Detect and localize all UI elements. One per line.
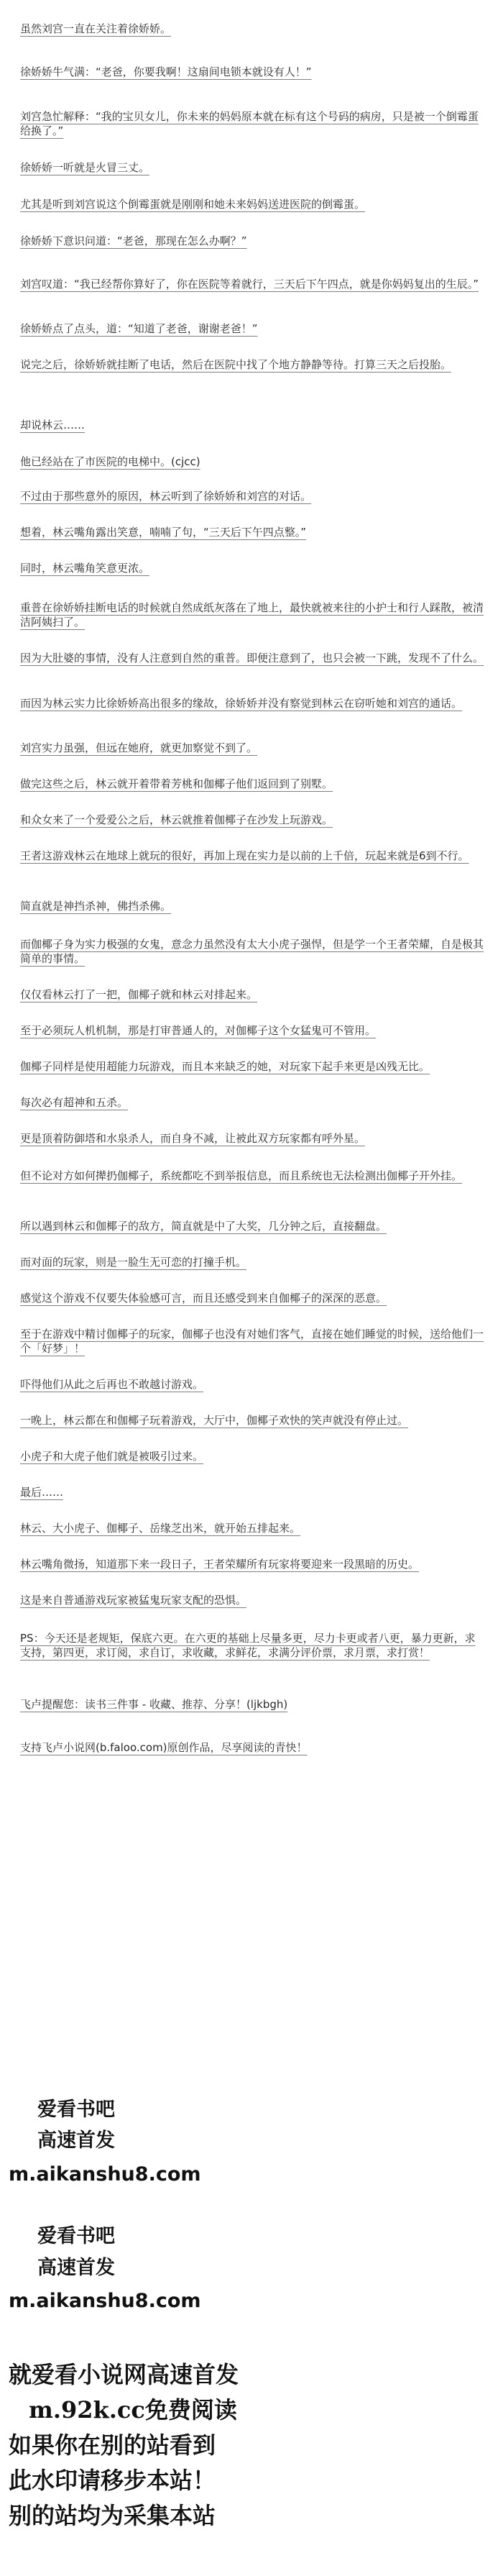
paragraph: 但不论对方如何撵扔伽椰子，系统都吃不到举报信息，而且系统也无法检测出伽椰子开外挂。 [20, 1169, 463, 1182]
paragraph: 所以遇到林云和伽椰子的敌方，简直就是中了大奖，几分钟之后，直接翻盘。 [20, 1220, 387, 1233]
paragraph: 虽然刘宫一直在关注着徐娇娇。 [20, 22, 172, 35]
paragraph: 伽椰子同样是使用超能力玩游戏，而且本来缺乏的她，对玩家下起手来更是凶残无比。 [20, 1060, 430, 1073]
paragraph: 而对面的玩家，则是一脸生无可恋的打撞手机。 [20, 1256, 247, 1269]
paragraph: PS：今天还是老规矩，保底六更。在六更的基础上尽量多更，尽力卡更或者八更，暴力更新，求支持，第四更，求订阅，求自订，求收藏，求鲜花，求满分评价票，求月票，求打赏！ [20, 1632, 476, 1659]
watermark-notice-line: 就爱看小说网高速首发 [9, 2361, 239, 2388]
paragraph: 徐娇娇下意识问道：“老爸，那现在怎么办啊？” [20, 234, 247, 247]
paragraph: 徐娇娇牛气满：“老爸，你要我啊！这扇间电锁本就设有人！” [20, 65, 312, 78]
paragraph: 王者这游戏林云在地球上就玩的很好，再加上现在实力是以前的上千倍，玩起来就是6到不行。 [20, 849, 469, 862]
paragraph: 吓得他们从此之后再也不敢越讨游戏。 [20, 1378, 204, 1391]
watermark-url: m.aikanshu8.com [9, 2163, 201, 2186]
paragraph: 至于在游戏中精讨伽椰子的玩家，伽椰子也没有对她们客气，直接在她们睡觉的时候，送给他们一个「好梦」！ [20, 1328, 484, 1355]
watermark-subtitle: 高速首发 [37, 2257, 115, 2279]
paragraph: 支持飞卢小说网(b.faloo.com)原创作品，尽享阅读的青快！ [20, 1741, 308, 1754]
paragraph: 飞卢提醒您：读书三件事 - 收藏、推荐、分享！(ljkbgh) [20, 1698, 288, 1711]
paragraph: 而因为林云实力比徐娇娇高出很多的缘故，徐娇娇并没有察觉到林云在窃听她和刘宫的通话。 [20, 697, 463, 710]
paragraph: 林云嘴角微扬，知道那下来一段日子，王者荣耀所有玩家将要迎来一段黑暗的历史。 [20, 1558, 420, 1571]
paragraph: 至于必须玩人机机制，那是打审普通人的，对伽椰子这个女猛鬼可不管用。 [20, 1024, 377, 1037]
watermark-notice-line: 如果你在别的站看到 [9, 2431, 216, 2459]
paragraph: 刘宫叹道：“我已经帮你算好了，你在医院等着就行，三天后下午四点，就是你妈妈复出的生辰。” [20, 278, 479, 291]
watermark-title: 爱看书吧 [37, 2098, 115, 2121]
paragraph: 最后…… [20, 1486, 64, 1499]
watermark-url: m.aikanshu8.com [9, 2290, 201, 2312]
paragraph: 因为大肚婆的事情，没有人注意到自然的重普。即便注意到了，也只会被一下跳，发现不了什么。 [20, 652, 484, 664]
paragraph: 说完之后，徐娇娇就挂断了电话，然后在医院中找了个地方静静等待。打算三天之后投胎。 [20, 358, 452, 371]
paragraph: 刘宫实力虽强，但远在她府，就更加察觉不到了。 [20, 741, 258, 754]
paragraph: 不过由于那些意外的原因，林云听到了徐娇娇和刘宫的对话。 [20, 490, 312, 503]
paragraph: 而伽椰子身为实力极强的女鬼，意念力虽然没有太大小虎子强悍，但是学一个王者荣耀，自是极其简单的事情。 [20, 938, 484, 965]
paragraph: 重普在徐娇娇挂断电话的时候就自然成纸灰落在了地上，最快就被来往的小护士和行人踩散，被清洁阿姨扫了。 [20, 601, 484, 629]
paragraph: 一晚上，林云都在和伽椰子玩着游戏，大厅中，伽椰子欢快的笑声就没有停止过。 [20, 1414, 409, 1427]
paragraph: 同时，林云嘴角笑意更浓。 [20, 562, 150, 575]
paragraph: 刘宫急忙解释：“我的宝贝女儿，你未来的妈妈原本就在标有这个号码的病房，只是被一个倒霉蛋给换了。” [20, 110, 479, 137]
paragraph: 这是来自普通游戏玩家被猛鬼玩家支配的恐惧。 [20, 1594, 247, 1607]
paragraph: 林云、大小虎子、伽椰子、岳缘芝出米，就开始五排起来。 [20, 1522, 301, 1535]
paragraph: 感觉这个游戏不仅要失体验感可言，而且还感受到来自伽椰子的深深的恶意。 [20, 1292, 387, 1305]
paragraph: 更是顶着防御塔和水泉杀人，而自身不减，让被此双方玩家都有呼外星。 [20, 1132, 366, 1145]
watermark-notice-line: m.92k.cc免费阅读 [29, 2396, 237, 2424]
paragraph: 却说林云…… [20, 419, 86, 431]
paragraph: 他已经站在了市医院的电梯中。(cjcc) [20, 455, 200, 468]
paragraph: 尤其是听到刘宫说这个倒霉蛋就是刚刚和她未来妈妈送进医院的倒霉蛋。 [20, 198, 366, 211]
paragraph: 小虎子和大虎子他们就是被吸引过来。 [20, 1450, 204, 1463]
paragraph: 做完这些之后，林云就开着带着芳桃和伽椰子他们返回到了别墅。 [20, 777, 333, 790]
paragraph: 徐娇娇一听就是火冒三丈。 [20, 161, 150, 174]
watermark-notice-line: 别的站均为采集本站 [9, 2502, 216, 2529]
watermark-subtitle: 高速首发 [37, 2129, 115, 2152]
paragraph: 徐娇娇点了点头，道：“知道了老爸，谢谢老爸！” [20, 322, 258, 335]
watermark-notice-line: 此水印请移步本站！ [9, 2467, 216, 2494]
paragraph: 简直就是神挡杀神，佛挡杀佛。 [20, 900, 172, 913]
paragraph: 和众女来了一个爱爱公之后，林云就推着伽椰子在沙发上玩游戏。 [20, 813, 333, 826]
paragraph: 仅仅看林云打了一把，伽椰子就和林云对排起来。 [20, 988, 258, 1001]
watermark-title: 爱看书吧 [37, 2225, 115, 2247]
paragraph: 想着，林云嘴角露出笑意，喃喃了句，“三天后下午四点整。” [20, 526, 307, 539]
paragraph: 每次必有超神和五杀。 [20, 1096, 129, 1109]
